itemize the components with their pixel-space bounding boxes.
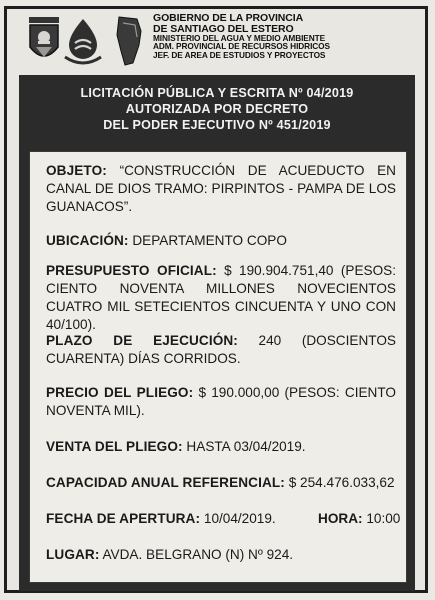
- capacidad-text: $ 254.476.033,62: [284, 475, 395, 490]
- government-line-2: DE SANTIAGO DEL ESTERO: [153, 22, 294, 35]
- capacidad-label: CAPACIDAD ANUAL REFERENCIAL:: [46, 475, 285, 490]
- fecha-label: FECHA DE APERTURA:: [46, 511, 201, 526]
- province-map-icon: [115, 13, 143, 69]
- item-hora: [318, 510, 400, 528]
- department-line: JEF. DE AREA DE ESTUDIOS Y PROYECTOS: [153, 49, 326, 60]
- precio-text: $ 190.000,00 (PESOS: CIENTO NOVENTA MIL).: [46, 385, 396, 418]
- ubicacion-label: UBICACIÓN:: [46, 233, 129, 248]
- hora-text: 10:00: [362, 511, 401, 526]
- notice-body-frame: [19, 145, 415, 591]
- lugar-label: LUGAR:: [46, 547, 100, 562]
- government-line-1: GOBIERNO DE LA PROVINCIA: [153, 12, 304, 24]
- tender-decree: DEL PODER EJECUTIVO Nº 451/2019: [103, 118, 331, 132]
- item-venta: [46, 438, 396, 456]
- hora-label: HORA:: [318, 511, 363, 526]
- province-shield-icon: [27, 13, 61, 69]
- plazo-text: 240 (DOSCIENTOS CUARENTA) DÍAS CORRIDOS.: [46, 333, 396, 366]
- objeto-text: “CONSTRUCCIÓN DE ACUEDUCTO EN CANAL DE DIOS TRAMO: PIRPINTOS - PAMPA DE LOS GUANACOS”.: [46, 163, 396, 214]
- item-presupuesto: [46, 262, 396, 334]
- tender-authorization: AUTORIZADA POR DECRETO: [125, 102, 309, 116]
- notice-body: [29, 151, 407, 583]
- precio-label: PRECIO DEL PLIEGO:: [46, 385, 194, 400]
- presupuesto-label: PRESUPUESTO OFICIAL:: [46, 263, 217, 278]
- item-lugar: [46, 546, 396, 564]
- government-heading: [153, 13, 425, 59]
- item-precio: [46, 384, 396, 420]
- tender-title: LICITACIÓN PÚBLICA Y ESCRITA Nº 04/2019: [80, 86, 354, 100]
- objeto-label: OBJETO:: [46, 163, 107, 178]
- item-ubicacion: [46, 232, 396, 250]
- ubicacion-text: DEPARTAMENTO COPO: [128, 233, 287, 248]
- header: [13, 11, 421, 75]
- notice-frame: [4, 6, 428, 593]
- venta-label: VENTA DEL PLIEGO:: [46, 439, 183, 454]
- lugar-text: AVDA. BELGRANO (N) Nº 924.: [99, 547, 294, 562]
- administration-line: ADM. PROVINCIAL DE RECURSOS HIDRICOS: [153, 41, 330, 52]
- presupuesto-text: $ 190.904.751,40 (PESOS: CIENTO NOVENTA MILLONES NOVECIENTOS CUATRO MIL SETECIENTOS CINCUENTA Y UNO CON 40/100).: [46, 263, 396, 332]
- water-drop-icon: [63, 13, 103, 69]
- item-plazo: [46, 332, 396, 368]
- item-capacidad: [46, 474, 396, 492]
- fecha-text: 10/04/2019.: [200, 511, 276, 526]
- plazo-label: PLAZO DE EJECUCIÓN:: [46, 333, 238, 348]
- tender-banner: [19, 75, 415, 145]
- venta-text: HASTA 03/04/2019.: [182, 439, 306, 454]
- item-objeto: [46, 162, 396, 216]
- ministry-line: MINISTERIO DEL AGUA Y MEDIO AMBIENTE: [153, 33, 326, 43]
